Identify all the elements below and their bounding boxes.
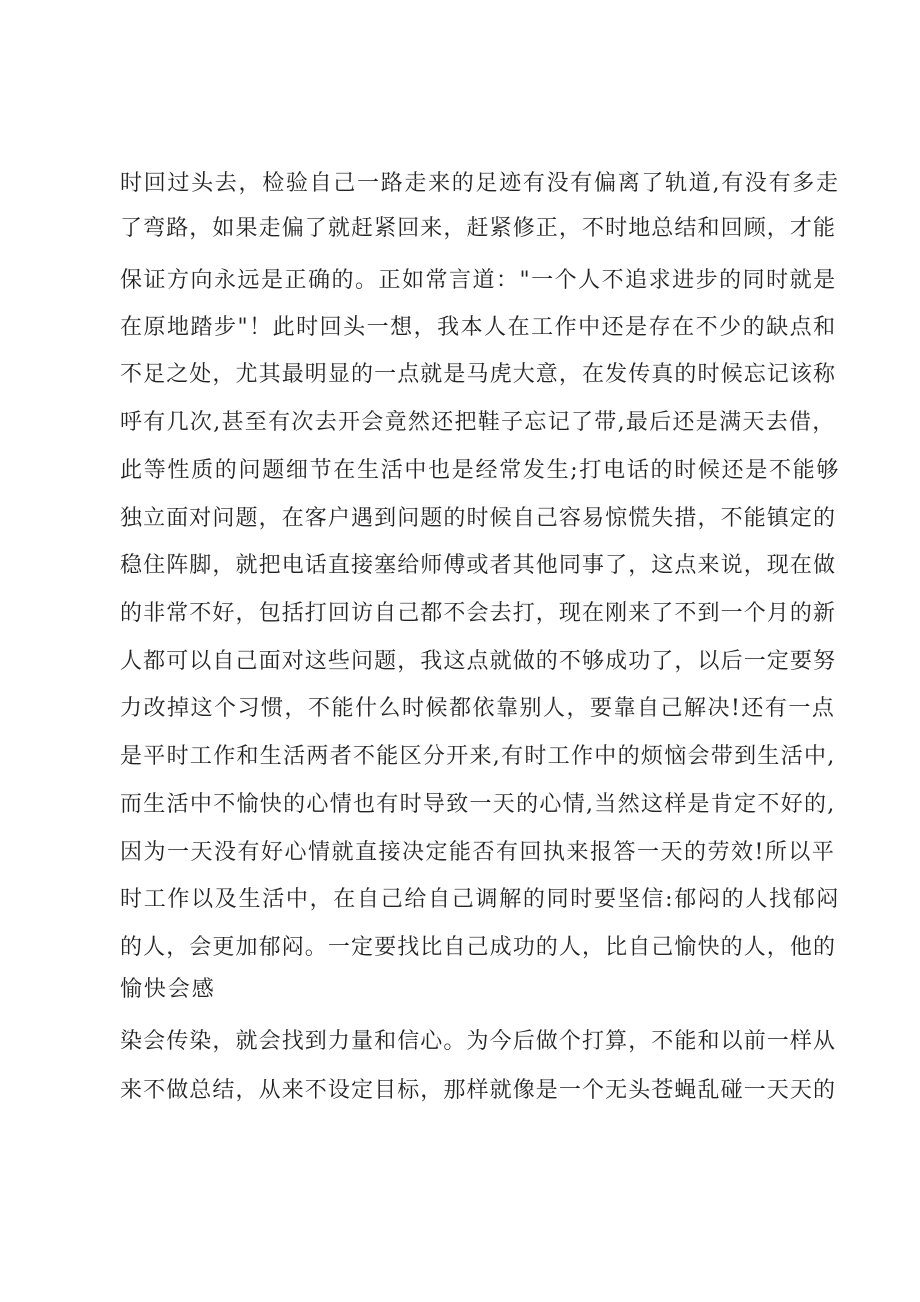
text-line-2: 了弯路，如果走偏了就赶紧回来，赶紧修正，不时地总结和回顾，才能 [120, 216, 837, 241]
text-line-14: 而生活中不愉快的心情也有时导致一天的心情,当然这样是肯定不好的, [120, 792, 836, 817]
text-line-3: 保证方向永远是正确的。正如常言道："一个人不追求进步的同时就是 [120, 268, 837, 293]
text-line-5: 不足之处，尤其最明显的一点就是马虎大意，在发传真的时候忘记该称 [120, 362, 837, 387]
text-line-13: 是平时工作和生活两者不能区分开来,有时工作中的烦恼会带到生活中, [120, 744, 836, 769]
text-line-6: 呼有几次,甚至有次去开会竟然还把鞋子忘记了带,最后还是满天去借， [120, 410, 836, 435]
text-line-19: 染会传染，就会找到力量和信心。为今后做个打算，不能和以前一样从 [120, 1029, 837, 1054]
text-line-12: 力改掉这个习惯，不能什么时候都依靠别人，要靠自己解决!还有一点 [120, 696, 836, 721]
text-line-20: 来不做总结，从来不设定目标，那样就像是一个无头苍蝇乱碰一天天的 [120, 1078, 837, 1103]
text-line-7: 此等性质的问题细节在生活中也是经常发生;打电话的时候还是不能够 [120, 458, 841, 483]
text-line-16: 时工作以及生活中，在自己给自己调解的同时要坚信:郁闷的人找郁闷 [120, 887, 841, 912]
text-line-18: 愉快会感 [120, 977, 216, 1002]
text-line-11: 人都可以自己面对这些问题，我这点就做的不够成功了，以后一定要努 [120, 649, 837, 674]
text-line-10: 的非常不好，包括打回访自己都不会去打，现在刚来了不到一个月的新 [120, 601, 837, 626]
text-line-9: 稳住阵脚，就把电话直接塞给师傅或者其他同事了，这点来说，现在做 [120, 553, 837, 578]
text-line-4: 在原地踏步"！此时回头一想，我本人在工作中还是存在不少的缺点和 [120, 315, 837, 340]
text-line-1: 时回过头去，检验自己一路走来的足迹有没有偏离了轨道,有没有多走 [120, 171, 840, 196]
text-line-15: 因为一天没有好心情就直接决定能否有回执来报答一天的劳效!所以平 [120, 840, 836, 865]
text-line-17: 的人，会更加郁闷。一定要找比自己成功的人，比自己愉快的人，他的 [120, 935, 837, 960]
text-line-8: 独立面对问题，在客户遇到问题的时候自己容易惊慌失措，不能镇定的 [120, 506, 837, 531]
